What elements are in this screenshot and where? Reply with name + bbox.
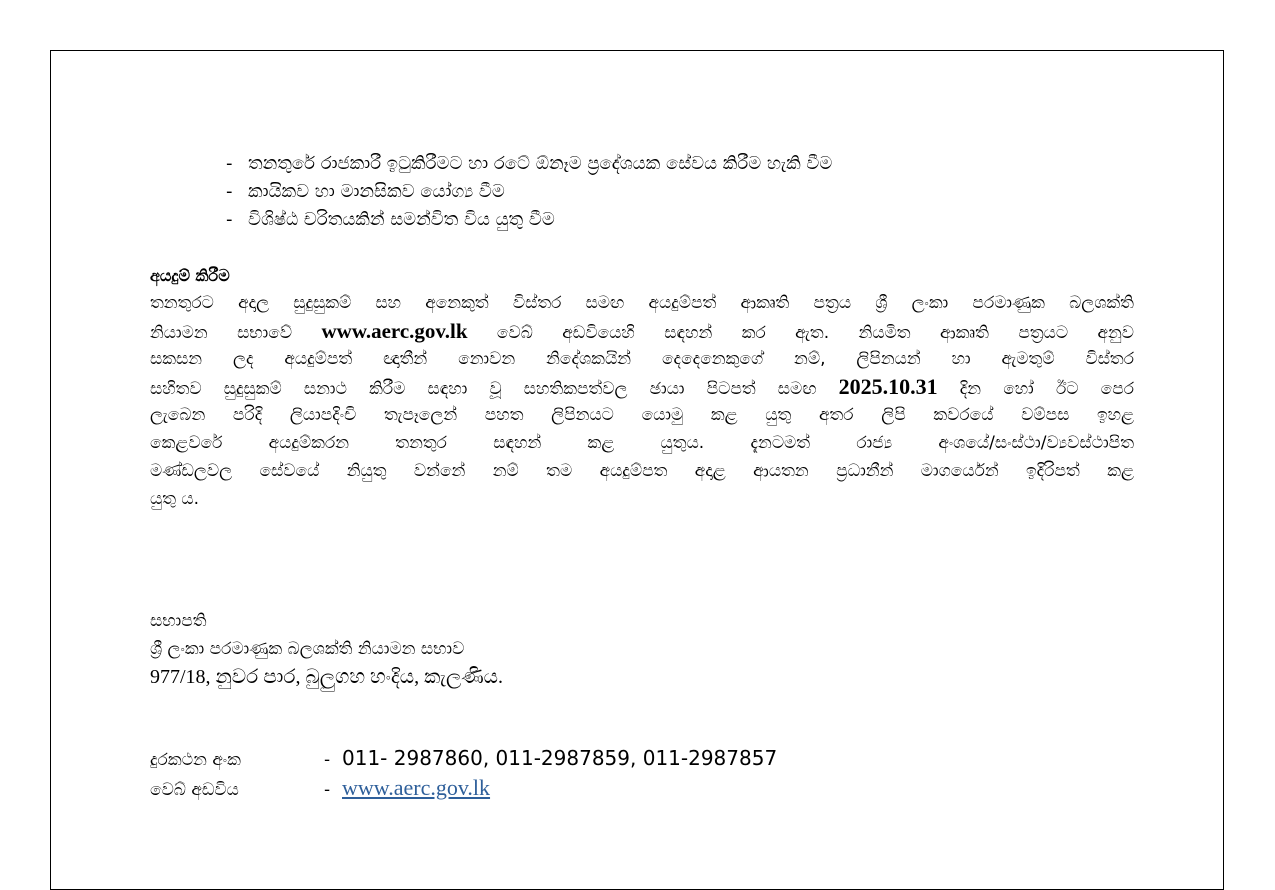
application-heading: අයදුම් කිරීම bbox=[150, 266, 230, 285]
list-item-text: තනතුරේ රාජකාරී ඉටුකිරීමට හා රටේ ඕනෑම ප්‍රදේශයක සේවය කිරීම හැකි වීම bbox=[248, 153, 833, 174]
deadline-date: 2025.10.31 bbox=[838, 374, 938, 399]
website-row bbox=[150, 773, 777, 803]
signatory-title: සභාපති bbox=[150, 611, 207, 631]
website-link[interactable]: www.aerc.gov.lk bbox=[342, 775, 491, 800]
separator: - bbox=[324, 750, 331, 770]
postal-address: 977/18, නුවර පාර, බුලුගහ හංදිය, කැලණිය. bbox=[150, 666, 504, 688]
paragraph-line: කෙළවරේ අයදුම්කරන තනතුර සඳහන් කළ යුතුය. දැනටමත් රාජ්‍ය අංශයේ/සංස්ථා/ව්‍යවස්ථාපිත bbox=[150, 433, 1134, 453]
list-item bbox=[226, 178, 832, 206]
organization-name: ශ්‍රී ලංකා පරමාණුක බලශක්ති නියාමන සභාව bbox=[150, 639, 465, 659]
website-inline: www.aerc.gov.lk bbox=[321, 319, 468, 343]
list-item bbox=[226, 206, 832, 234]
list-item-text: කායිකව හා මානසිකව යෝග්‍ය වීම bbox=[248, 181, 505, 202]
phone-label: දුරකථන අංක bbox=[150, 750, 241, 770]
signature-block bbox=[150, 607, 503, 691]
paragraph-text: වෙබ් අඩවියෙහි සඳහන් කර ඇත. නියමිත ආකෘති පත්‍රයට අනුව bbox=[467, 323, 1135, 343]
list-item bbox=[226, 150, 832, 178]
list-bullet: - bbox=[226, 209, 233, 230]
list-item-text: විශිෂ්ඨ චරිතයකින් සමන්විත විය යුතු වීම bbox=[248, 209, 555, 230]
phone-row bbox=[150, 743, 777, 773]
list-bullet: - bbox=[226, 153, 233, 174]
requirements-list bbox=[226, 150, 832, 234]
paragraph-line: සකසන ලද අයදුම්පත් ඥාතීන් නොවන නිදේශකයින් දෙදෙනෙකුගේ නම්, ලිපිනයන් හා ඇමතුම් විස්තර bbox=[150, 349, 1134, 369]
paragraph-text: දින හෝ ඊට පෙර bbox=[937, 379, 1134, 399]
paragraph-line: මණ්ඩලවල සේවයේ නියුතු වන්නේ නම් තම අයදුම්පත අදාළ ආයතන ප්‍රධානීන් මාගර්යෙන් ඉදිරිපත් කළ bbox=[150, 461, 1134, 481]
paragraph-line bbox=[150, 317, 1134, 345]
contact-block bbox=[150, 743, 777, 803]
website-label: වෙබ් අඩවිය bbox=[150, 780, 239, 800]
separator: - bbox=[324, 780, 331, 800]
paragraph-text: සහිතව සුදුසුකම් සනාථ කිරීම සඳහා වූ සහතිකපත්වල ඡායා පිටපත් සමඟ bbox=[150, 379, 839, 399]
paragraph-line: තනතුරට අදාල සුදුසුකම් සහ අනෙකුත් විස්තර සමඟ අයදුම්පත් ආකෘති පත්‍රය ශ්‍රී ලංකා පරමාණුක බලශක්ති bbox=[150, 293, 1134, 313]
paragraph-line: යුතු ය. bbox=[150, 489, 200, 509]
application-paragraph bbox=[150, 289, 1134, 513]
paragraph-line bbox=[150, 373, 1134, 401]
list-bullet: - bbox=[226, 181, 233, 202]
paragraph-line: ලැබෙන පරිදි ලියාපදිංචි තැපෑලෙන් පහත ලිපිනයට යොමු කළ යුතු අතර ලිපි කවරයේ වම්පස ඉහළ bbox=[150, 405, 1134, 425]
paragraph-text: නියාමන සභාවේ bbox=[150, 323, 322, 343]
phone-numbers: 011- 2987860, 011-2987859, 011-2987857 bbox=[342, 746, 778, 770]
